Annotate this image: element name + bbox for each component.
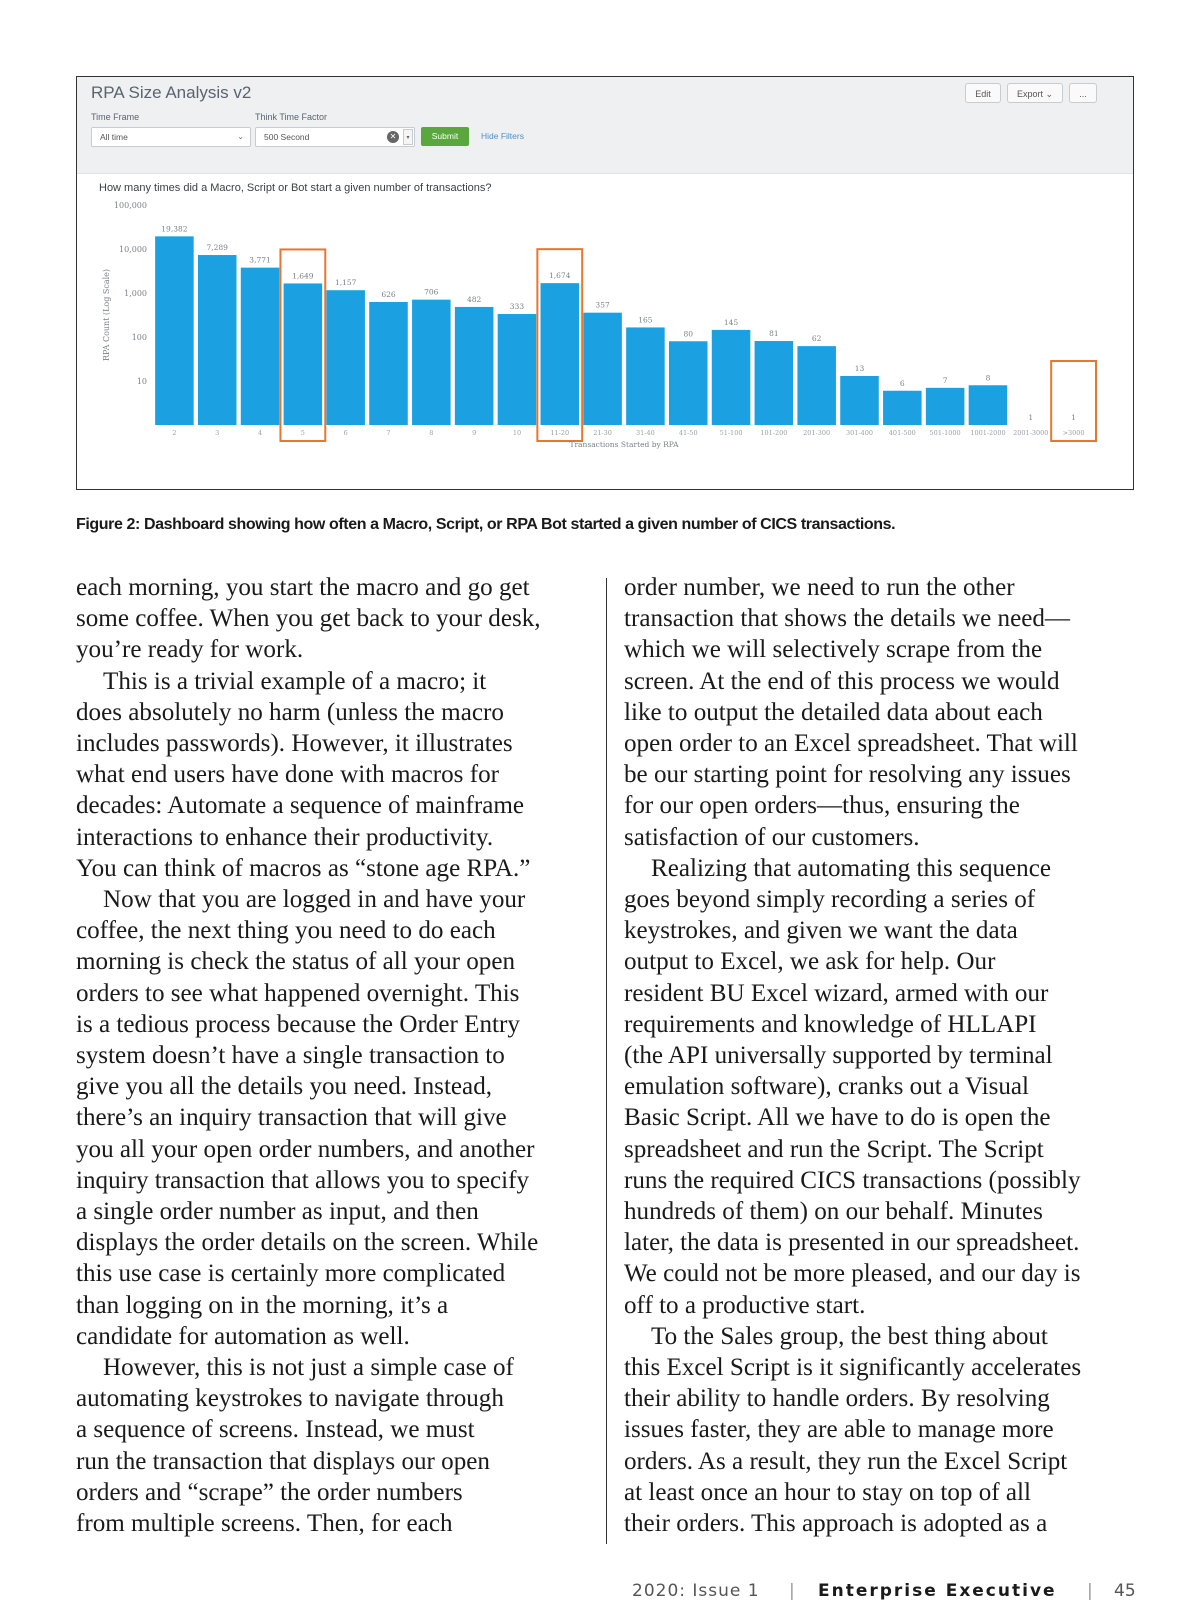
data-label: 19,382: [161, 224, 188, 234]
bar: [969, 385, 1008, 425]
data-label: 13: [854, 363, 865, 373]
y-tick-label: 10: [136, 377, 147, 386]
text-line: be our starting point for resolving any issues: [624, 761, 1071, 789]
data-label: 1,157: [334, 278, 357, 288]
time-frame-label: Time Frame: [91, 112, 140, 122]
article-right-column: [624, 572, 1144, 1539]
x-tick-label: 31-40: [636, 429, 655, 437]
text-line: This is a trivial example of a macro; it: [103, 667, 487, 695]
text-line: you’re ready for work.: [76, 636, 304, 664]
bar: [712, 330, 751, 425]
caret-down-icon[interactable]: ▾: [403, 129, 413, 145]
x-tick-label: 501-1000: [929, 429, 961, 437]
text-line: is a tedious process because the Order Entry: [76, 1010, 520, 1038]
text-line: satisfaction of our customers.: [624, 823, 920, 851]
bar: [883, 391, 922, 425]
data-label: 626: [381, 289, 396, 299]
text-line: at least once an hour to stay on top of all: [624, 1478, 1031, 1506]
text-line: orders to see what happened overnight. This: [76, 979, 520, 1007]
y-tick-label: 10,000: [119, 245, 147, 254]
text-line: includes passwords). However, it illustrates: [76, 730, 513, 758]
text-line: issues faster, they are able to manage more: [624, 1416, 1054, 1444]
bar: [926, 388, 965, 425]
data-label: 1,649: [292, 271, 314, 281]
text-line: runs the required CICS transactions (possibly: [624, 1166, 1081, 1194]
footer-issue: 2020: Issue 1: [632, 1581, 760, 1601]
think-time-label: Think Time Factor: [255, 112, 328, 122]
text-line: later, the data is presented in our spreadsheet.: [624, 1229, 1080, 1257]
text-line: automating keystrokes to navigate through: [76, 1385, 504, 1413]
text-line: does absolutely no harm (unless the macro: [76, 698, 504, 726]
text-line: You can think of macros as “stone age RPA.”: [76, 854, 531, 882]
text-line: off to a productive start.: [624, 1291, 866, 1319]
x-tick-label: 101-200: [760, 429, 788, 437]
footer-separator: |: [789, 1581, 795, 1601]
figure-caption: Figure 2: Dashboard showing how often a Macro, Script, or RPA Bot started a given number of CICS transactions.: [76, 516, 896, 533]
x-tick-label: 1001-2000: [970, 429, 1006, 437]
bar: [669, 341, 708, 425]
text-line: However, this is not just a simple case of: [103, 1354, 514, 1382]
text-line: goes beyond simply recording a series of: [624, 886, 1036, 914]
x-tick-label: 11-20: [550, 429, 570, 437]
x-tick-label: 8: [429, 429, 434, 437]
x-tick-label: 7: [386, 429, 391, 437]
text-line: their ability to handle orders. By resolving: [624, 1385, 1050, 1413]
page-number: 45: [1114, 1581, 1136, 1601]
data-label: 1,674: [549, 271, 571, 281]
data-label: 62: [811, 334, 822, 344]
text-line: open order to an Excel spreadsheet. That will: [624, 730, 1078, 758]
text-line: orders and “scrape” the order numbers: [76, 1478, 463, 1506]
y-axis-label: RPA Count (Log Scale): [102, 268, 111, 362]
text-line: Now that you are logged in and have your: [103, 886, 526, 914]
submit-button[interactable]: Submit: [421, 127, 469, 146]
x-tick-label: 3: [215, 429, 220, 437]
x-tick-label: 41-50: [678, 429, 698, 437]
bar: [369, 302, 408, 425]
text-line: this use case is certainly more complicated: [76, 1260, 506, 1288]
chevron-down-icon: ⌄: [237, 132, 244, 141]
bar: [155, 236, 194, 425]
footer-magazine-name: Enterprise Executive: [818, 1581, 1057, 1601]
text-line: a single order number as input, and then: [76, 1198, 479, 1226]
y-tick-label: 100,000: [113, 201, 147, 210]
x-tick-label: 2: [172, 429, 177, 437]
bar-chart: [77, 77, 1134, 490]
bar: [284, 283, 323, 425]
data-label: 1: [1028, 413, 1034, 422]
edit-button[interactable]: Edit: [965, 83, 1001, 103]
text-line: run the transaction that displays our open: [76, 1447, 490, 1475]
data-label: 6: [899, 378, 905, 388]
y-tick-label: 100: [131, 333, 147, 342]
x-tick-label: 201-300: [803, 429, 831, 437]
text-line: Realizing that automating this sequence: [651, 854, 1051, 882]
text-line: there’s an inquiry transaction that will give: [76, 1104, 507, 1132]
text-line: hundreds of them) on our behalf. Minutes: [624, 1198, 1043, 1226]
bar: [498, 314, 537, 425]
time-frame-value: All time: [100, 132, 128, 142]
text-line: candidate for automation as well.: [76, 1322, 410, 1350]
hide-filters-link[interactable]: Hide Filters: [481, 131, 524, 141]
data-label: 145: [723, 317, 739, 327]
dashboard-figure: [76, 76, 1134, 490]
data-label: 333: [509, 302, 525, 312]
bar: [455, 307, 494, 425]
text-line: We could not be more pleased, and our day is: [624, 1260, 1081, 1288]
x-tick-label: 2001-3000: [1013, 429, 1049, 437]
y-tick-label: 1,000: [124, 289, 147, 298]
x-tick-label: >3000: [1062, 429, 1085, 437]
text-line: output to Excel, we ask for help. Our: [624, 948, 996, 976]
text-line: than logging on in the morning, it’s a: [76, 1291, 449, 1319]
data-label: 357: [595, 300, 610, 310]
article-left-column: [76, 572, 596, 1539]
x-tick-label: 301-400: [845, 429, 874, 437]
data-label: 80: [683, 329, 694, 339]
bar: [198, 255, 237, 425]
bar: [326, 290, 365, 425]
text-line: To the Sales group, the best thing about: [651, 1322, 1048, 1350]
column-divider: [606, 578, 607, 1544]
bar: [583, 313, 622, 425]
data-label: 81: [769, 329, 779, 339]
text-line: orders. As a result, they run the Excel Script: [624, 1447, 1068, 1475]
bar: [797, 346, 836, 425]
data-label: 165: [638, 315, 653, 325]
text-line: which we will selectively scrape from the: [624, 636, 1043, 664]
x-tick-label: 10: [512, 429, 522, 437]
x-tick-label: 9: [472, 429, 477, 437]
x-tick-label: 401-500: [888, 429, 916, 437]
text-line: you all your open order numbers, and another: [76, 1135, 535, 1163]
x-tick-label: 51-100: [719, 429, 743, 437]
text-line: (the API universally supported by terminal: [624, 1042, 1053, 1070]
data-label: 706: [424, 287, 439, 297]
text-line: for our open orders—thus, ensuring the: [624, 792, 1020, 820]
x-tick-label: 4: [257, 429, 263, 437]
data-label: 1: [1071, 413, 1076, 422]
text-line: transaction that shows the details we need—: [624, 605, 1070, 633]
bar: [755, 341, 794, 425]
footer-separator: |: [1087, 1581, 1093, 1601]
text-line: displays the order details on the screen. While: [76, 1229, 539, 1257]
text-line: decades: Automate a sequence of mainframe: [76, 792, 524, 820]
dashboard-title: RPA Size Analysis v2: [91, 83, 252, 102]
text-line: inquiry transaction that allows you to specify: [76, 1166, 529, 1194]
data-label: 482: [466, 294, 482, 304]
text-line: resident BU Excel wizard, armed with our: [624, 979, 1049, 1007]
think-time-value: 500 Second: [264, 132, 310, 142]
bar: [626, 327, 665, 425]
data-label: 7: [942, 375, 948, 385]
data-label: 3,771: [249, 255, 271, 265]
more-options-button[interactable]: ...: [1069, 83, 1097, 103]
text-line: system doesn’t have a single transaction to: [76, 1042, 505, 1070]
text-line: emulation software), cranks out a Visual: [624, 1073, 1029, 1101]
chart-question: How many times did a Macro, Script or Bot start a given number of transactions?: [99, 182, 492, 194]
text-line: each morning, you start the macro and go get: [76, 574, 530, 601]
text-line: Basic Script. All we have to do is open the: [624, 1104, 1051, 1132]
text-line: give you all the details you need. Instead,: [76, 1073, 493, 1101]
export-label: Export: [1016, 89, 1043, 99]
data-label: 8: [985, 373, 991, 383]
text-line: some coffee. When you get back to your desk,: [76, 605, 541, 633]
text-line: screen. At the end of this process we would: [624, 667, 1060, 695]
text-line: from multiple screens. Then, for each: [76, 1510, 453, 1538]
bar: [412, 300, 451, 425]
bar: [840, 376, 879, 425]
text-line: order number, we need to run the other: [624, 574, 1015, 601]
x-tick-label: 6: [343, 429, 348, 437]
x-axis-label: Transactions Started by RPA: [569, 440, 679, 449]
text-line: coffee, the next thing you need to do each: [76, 917, 496, 945]
text-line: what end users have done with macros for: [76, 761, 499, 789]
x-tick-label: 5: [300, 429, 305, 437]
text-line: keystrokes, and given we want the data: [624, 917, 1018, 945]
clear-icon[interactable]: ✕: [387, 131, 399, 143]
text-line: a sequence of screens. Instead, we must: [76, 1416, 475, 1444]
text-line: morning is check the status of all your open: [76, 948, 516, 976]
bar: [241, 268, 280, 425]
text-line: interactions to enhance their productivity.: [76, 823, 494, 851]
text-line: their orders. This approach is adopted as a: [624, 1510, 1048, 1538]
text-line: like to output the detailed data about each: [624, 698, 1043, 726]
chevron-down-icon: ⌄: [1045, 89, 1054, 99]
bar: [541, 283, 580, 425]
text-line: this Excel Script is it significantly accelerates: [624, 1354, 1082, 1382]
x-tick-label: 21-30: [593, 429, 612, 437]
text-line: spreadsheet and run the Script. The Script: [624, 1135, 1044, 1163]
data-label: 7,289: [206, 243, 228, 253]
text-line: requirements and knowledge of HLLAPI: [624, 1010, 1037, 1038]
